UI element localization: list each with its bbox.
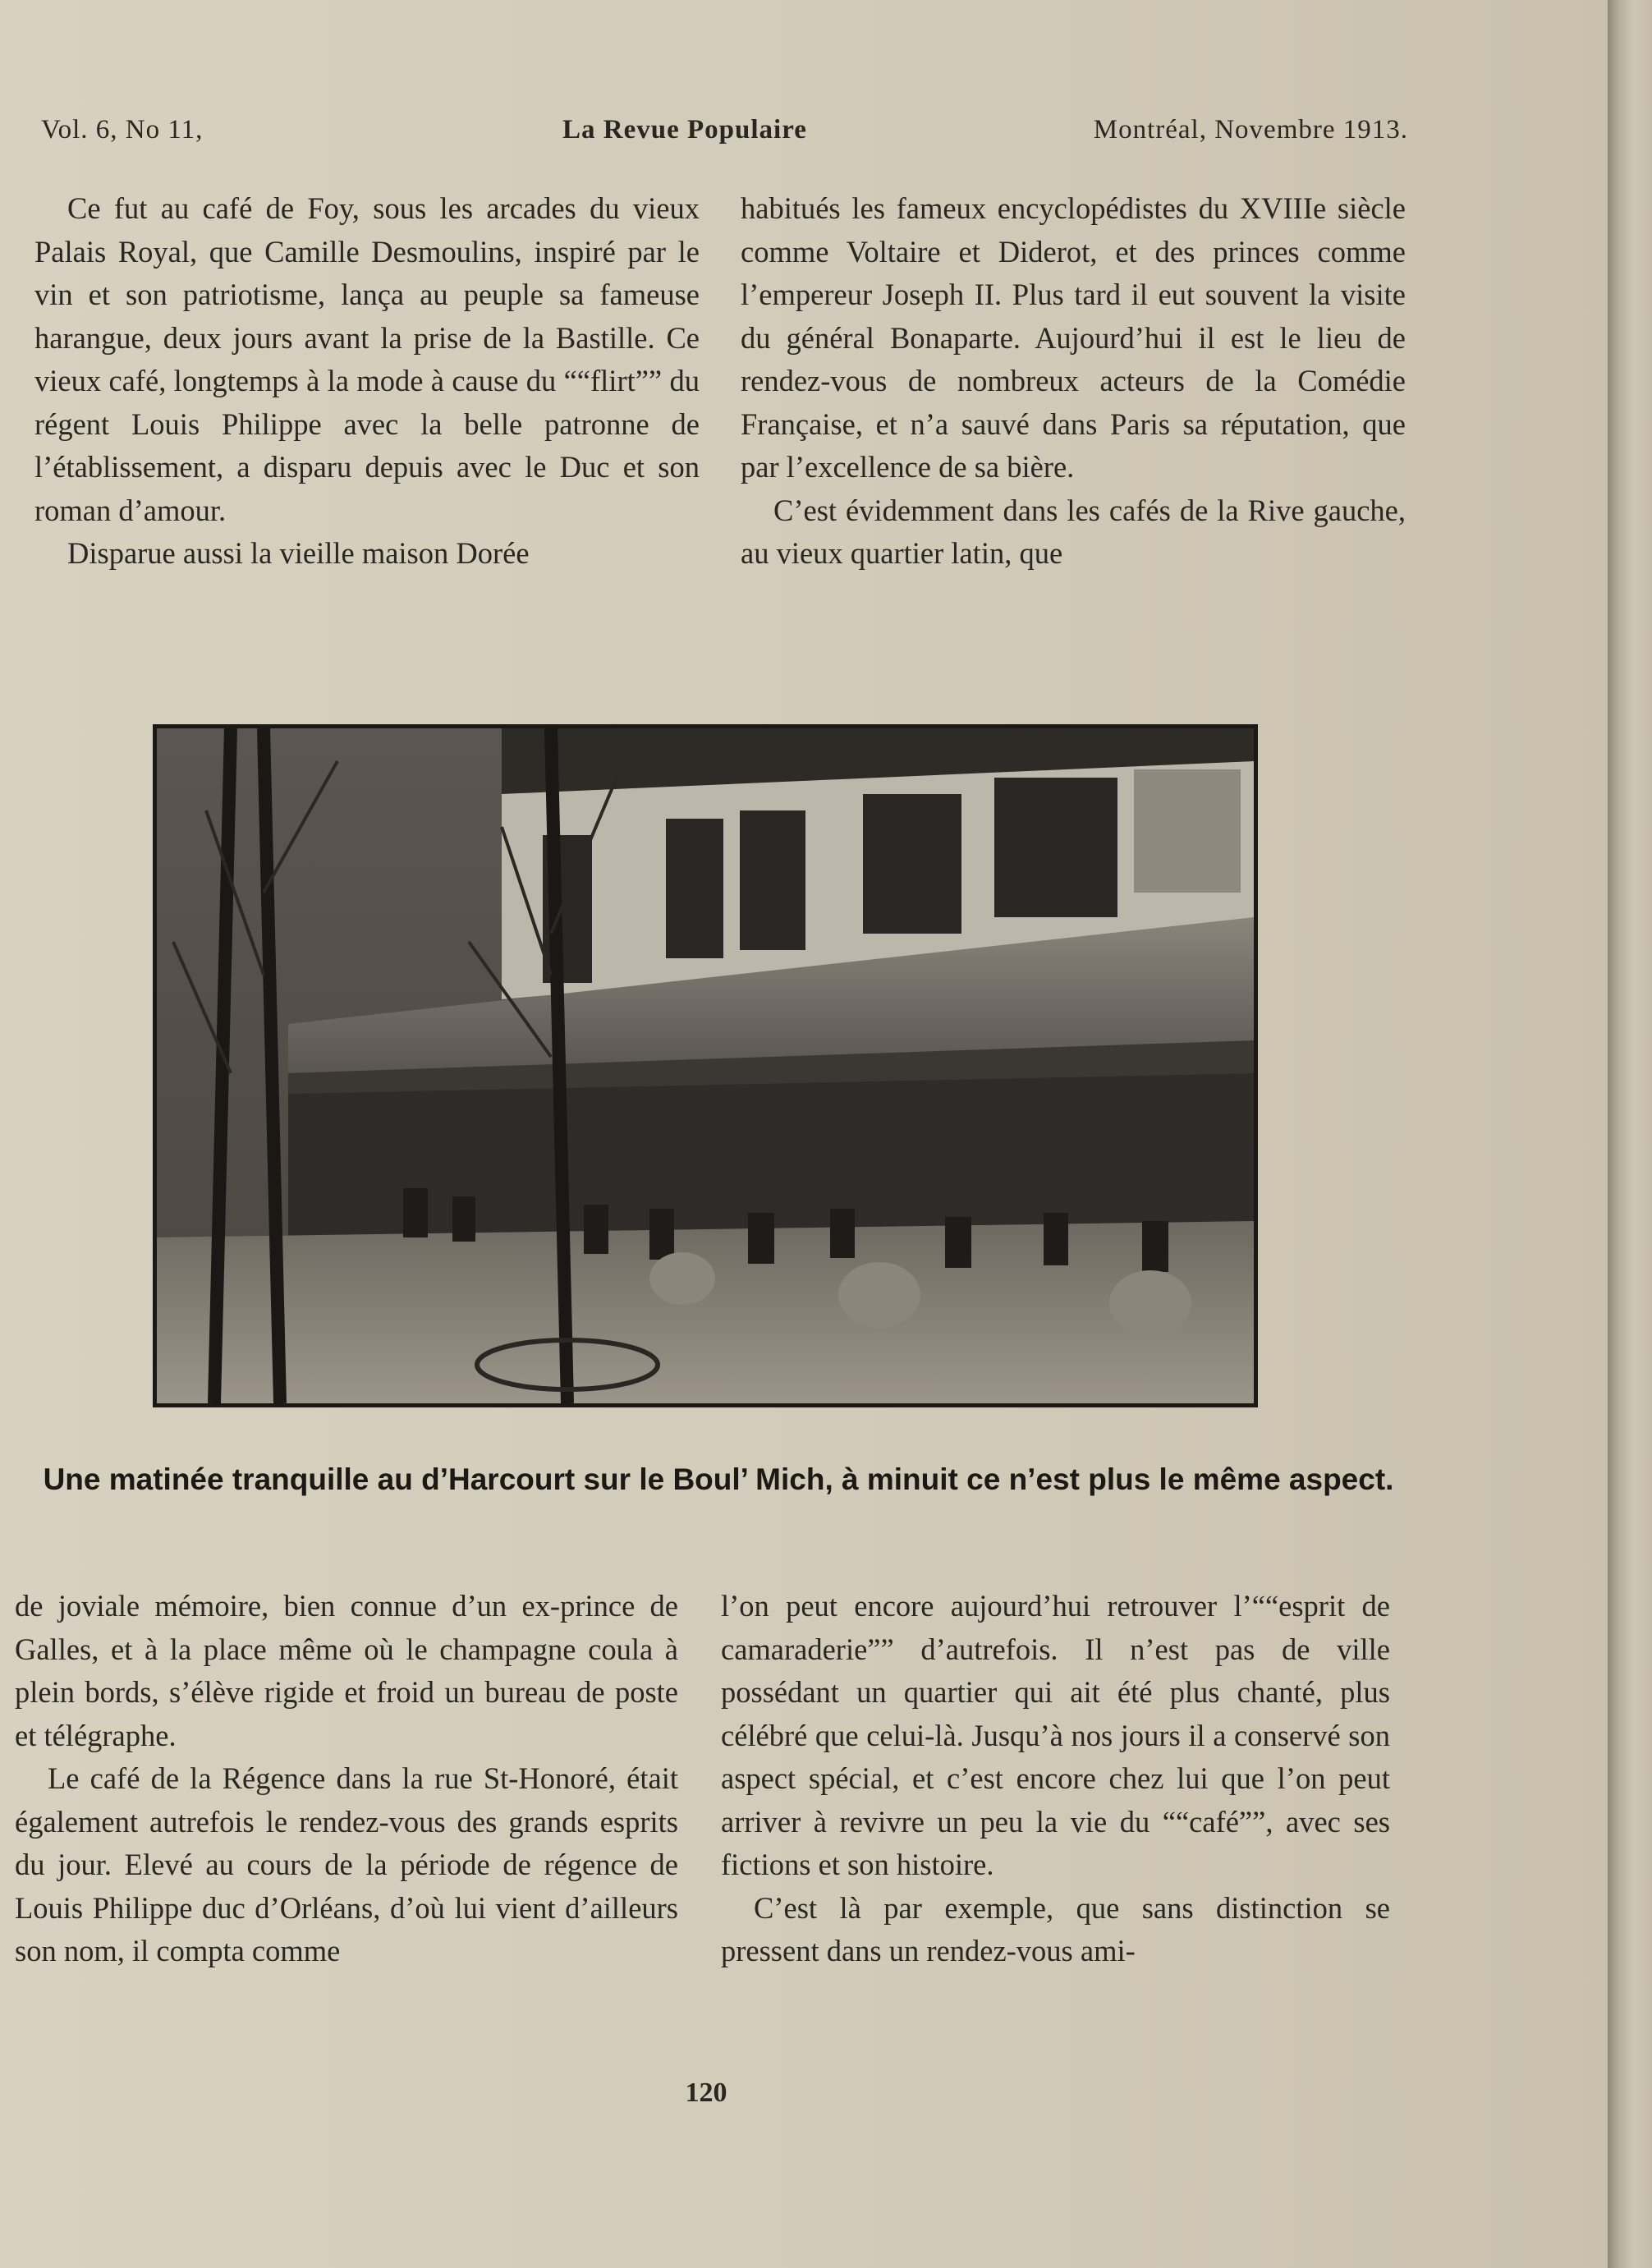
- paragraph: Le café de la Régence dans la rue St-Honoré, était également autrefois le rendez-vous des grands esprits du jour. Elevé au cours de la période de régence de Louis Philippe duc d’Orléans, d’où lui vient d’ailleurs son nom, il compta comme: [15, 1761, 678, 1967]
- running-header: [41, 115, 1408, 156]
- column-top-left: [34, 187, 700, 576]
- photo-caption: Une matinée tranquille au d’Harcourt sur le Boul’ Mich, à minuit ce n’est plus le même aspect.: [43, 1462, 1394, 1496]
- paragraph: Disparue aussi la vieille maison Dorée: [67, 536, 530, 570]
- page-gutter-edge: [1608, 0, 1652, 2268]
- paragraph: Ce fut au café de Foy, sous les arcades du vieux Palais Royal, que Camille Desmoulins, inspiré par le vin et son patriotisme, lança au peuple sa fameuse harangue, deux jours avant la prise de la Bastille. Ce vieux café, longtemps à la mode à cause du ““flirt”” du régent Louis Philippe avec la belle patronne de l’établissement, a disparu depuis avec le Duc et son roman d’amour.: [34, 191, 700, 527]
- header-title: La Revue Populaire: [562, 115, 807, 145]
- photo-illustration: [157, 728, 1254, 1403]
- header-place-date: Montréal, Novembre 1913.: [1093, 115, 1408, 145]
- column-top-right: [741, 187, 1406, 576]
- column-bottom-right: [721, 1585, 1390, 1973]
- paragraph: l’on peut encore aujourd’hui retrouver l’““esprit de camaraderie”” d’autrefois. Il n’est pas de ville possédant un quartier qui ait été plus chanté, plus célébré que celui-là. Jusqu’à nos jours il a conservé son aspect spécial, et c’est encore chez lui que l’on peut arriver à revivre un peu la vie du ““café””, avec ses fictions et son histoire.: [721, 1589, 1390, 1881]
- paragraph: C’est évidemment dans les cafés de la Rive gauche, au vieux quartier latin, que: [741, 493, 1406, 570]
- header-volume: Vol. 6, No 11,: [41, 115, 204, 145]
- page-number: 120: [685, 2077, 727, 2108]
- paragraph: C’est là par exemple, que sans distinction se pressent dans un rendez-vous ami-: [721, 1890, 1390, 1967]
- paragraph: de joviale mémoire, bien connue d’un ex-prince de Galles, et à la place même où le champagne coula à plein bords, s’élève rigide et froid un bureau de poste et télégraphe.: [15, 1589, 678, 1752]
- column-bottom-left: [15, 1585, 678, 1973]
- cafe-photograph: [153, 724, 1258, 1407]
- paragraph: habitués les fameux encyclopédistes du XVIIIe siècle comme Voltaire et Diderot, et des princes comme l’empereur Joseph II. Plus tard il eut souvent la visite du général Bonaparte. Aujourd’hui il est le lieu de rendez-vous de nombreux acteurs de la Comédie Française, et n’a sauvé dans Paris sa réputation, que par l’excellence de sa bière.: [741, 191, 1406, 484]
